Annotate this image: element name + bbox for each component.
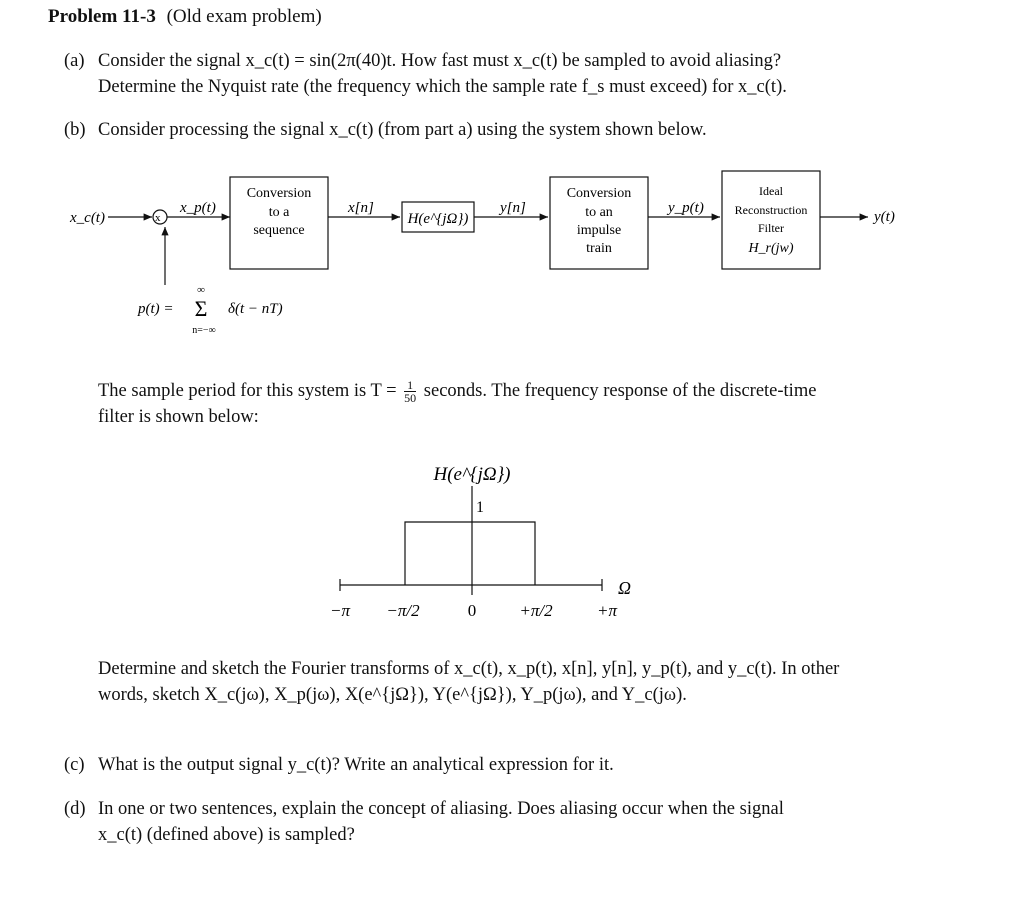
determine-line2: words, sketch X_c(jω), X_p(jω), X(e^{jΩ}), Y(e^{jΩ}), Y_p(jω), and Y_c(jω). xyxy=(98,685,687,705)
conv1-line3: sequence xyxy=(253,223,305,238)
plot-height-label: 1 xyxy=(476,499,484,516)
part-d-label: (d) xyxy=(64,799,86,819)
multiplier-symbol: x xyxy=(155,212,161,224)
filter-passband xyxy=(405,522,535,585)
conv2-line2: to an xyxy=(585,205,613,220)
part-d-line1: In one or two sentences, explain the concept of aliasing. Does aliasing occur when the signal xyxy=(98,799,784,819)
sample-period-fraction xyxy=(404,379,416,404)
problem-note: (Old exam problem) xyxy=(166,6,322,27)
recon-line1: Ideal xyxy=(759,184,783,198)
sample-period-post: seconds. The frequency response of the discrete-time xyxy=(423,381,817,401)
problem-number: Problem 11-3 xyxy=(48,6,156,27)
part-b-line1: Consider processing the signal x_c(t) (from part a) using the system shown below. xyxy=(98,120,707,140)
conv2-line1: Conversion xyxy=(566,186,632,201)
plot-axis-label: Ω xyxy=(618,578,632,598)
filter-label: H(e^{jΩ}) xyxy=(407,211,469,227)
frac-numerator: 1 xyxy=(404,379,416,392)
tick-label-minus-pi: −π xyxy=(330,601,350,620)
tick-label-plus-pi-half: +π/2 xyxy=(519,601,553,620)
determine-line1: Determine and sketch the Fourier transforms of x_c(t), x_p(t), x[n], y[n], y_p(t), and y_c(t). In other xyxy=(98,659,840,679)
conv2-line3: impulse xyxy=(576,223,622,238)
sum-lower-limit: n=−∞ xyxy=(192,325,216,336)
block-diagram xyxy=(0,160,1024,360)
frac-denominator: 50 xyxy=(404,391,417,406)
recon-line4: H_r(jw) xyxy=(748,241,794,256)
sample-period-pre: The sample period for this system is T = xyxy=(98,381,397,401)
xp-label: x_p(t) xyxy=(180,200,216,216)
pt-lhs: p(t) = xyxy=(138,301,174,317)
sample-period-line2: filter is shown below: xyxy=(98,407,259,427)
recon-line2: Reconstruction xyxy=(734,203,808,217)
pt-term: δ(t − nT) xyxy=(228,301,283,317)
part-a-line1: Consider the signal x_c(t) = sin(2π(40)t. How fast must x_c(t) be sampled to avoid aliasing? xyxy=(98,51,782,71)
part-b-label: (b) xyxy=(64,120,86,140)
problem-title xyxy=(48,6,322,28)
yn-label: y[n] xyxy=(500,200,526,216)
yp-label: y_p(t) xyxy=(668,200,704,216)
recon-line3: Filter xyxy=(758,221,784,235)
part-a-label: (a) xyxy=(64,51,85,71)
conv1-line2: to a xyxy=(268,205,290,220)
part-c-text: What is the output signal y_c(t)? Write an analytical expression for it. xyxy=(98,755,614,775)
plot-title: H(e^{jΩ}) xyxy=(433,464,511,485)
tick-label-minus-pi-half: −π/2 xyxy=(386,601,420,620)
conv1-line1: Conversion xyxy=(246,186,312,201)
part-c-label: (c) xyxy=(64,755,85,775)
tick-label-zero: 0 xyxy=(467,601,477,620)
tick-label-plus-pi: +π xyxy=(597,601,617,620)
output-label: y(t) xyxy=(874,209,895,225)
xn-label: x[n] xyxy=(348,200,374,216)
filter-response-plot xyxy=(300,450,700,630)
part-d-line2: x_c(t) (defined above) is sampled? xyxy=(98,825,355,845)
conv2-line4: train xyxy=(586,241,612,256)
input-label: x_c(t) xyxy=(70,210,105,226)
sample-period-line1 xyxy=(98,378,816,404)
part-a-line2: Determine the Nyquist rate (the frequency which the sample rate f_s must exceed) for x_c(t). xyxy=(98,77,787,97)
sum-upper-limit: ∞ xyxy=(197,284,205,296)
sum-sigma: Σ xyxy=(194,296,208,321)
